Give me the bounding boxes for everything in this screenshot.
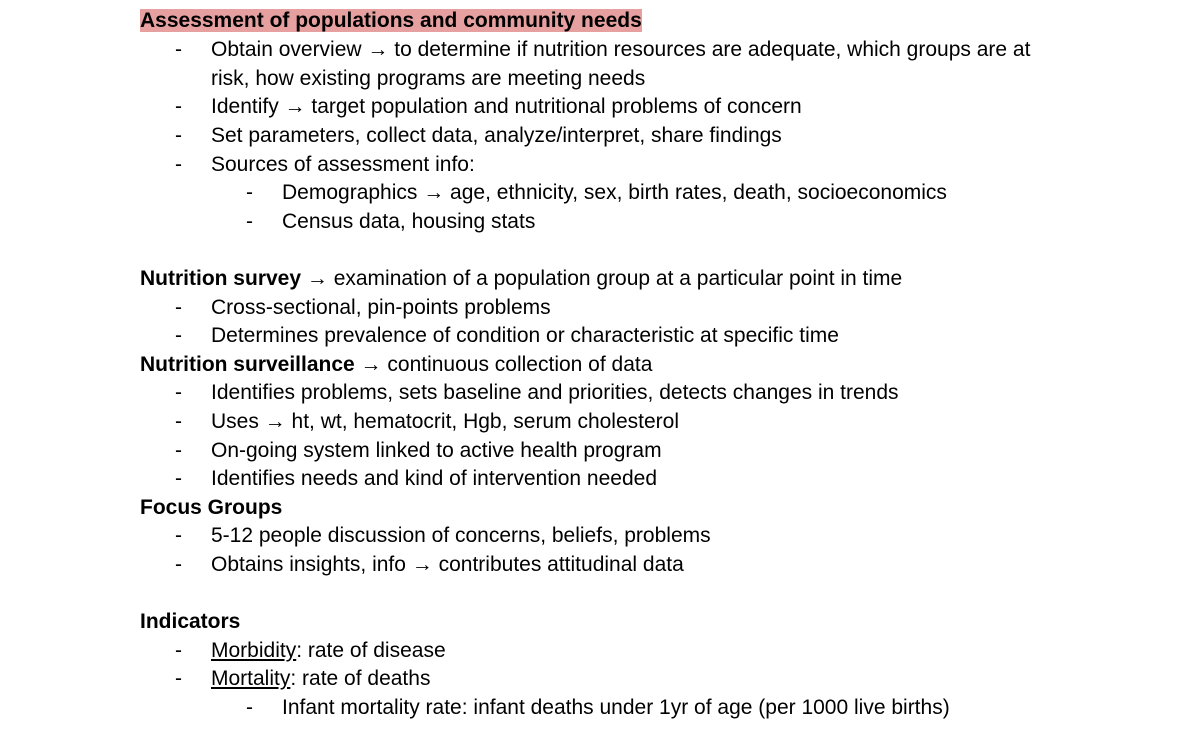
- assessment-item-3: Set parameters, collect data, analyze/interpret, share findings: [211, 124, 782, 147]
- assessment-item-4: Sources of assessment info:: [211, 153, 475, 176]
- bullet-dash: -: [175, 467, 182, 490]
- bullet-dash: -: [175, 324, 182, 347]
- surveillance-item-4: Identifies needs and kind of intervention needed: [211, 467, 657, 490]
- focus-groups-heading: Focus Groups: [140, 496, 283, 519]
- bullet-dash: -: [175, 381, 182, 404]
- surveillance-line: [140, 351, 652, 379]
- survey-item-2: Determines prevalence of condition or characteristic at specific time: [211, 324, 839, 347]
- morbidity-item: [211, 637, 446, 665]
- bullet-dash: -: [175, 524, 182, 547]
- assessment-item-1-cont: risk, how existing programs are meeting needs: [211, 67, 646, 90]
- indicators-heading: Indicators: [140, 610, 241, 633]
- survey-term: Nutrition survey: [140, 267, 302, 290]
- assessment-item-2: Identify → target population and nutritional problems of concern: [211, 95, 802, 118]
- assessment-subitem-1: Demographics → age, ethnicity, sex, birth rates, death, socioeconomics: [282, 181, 947, 204]
- morbidity-definition: : rate of disease: [296, 639, 446, 662]
- bullet-dash: -: [175, 410, 182, 433]
- bullet-dash: -: [175, 124, 182, 147]
- bullet-dash: -: [175, 95, 182, 118]
- bullet-dash: -: [175, 153, 182, 176]
- sub-bullet-dash: -: [246, 210, 253, 233]
- mortality-term: Mortality: [211, 667, 291, 690]
- assessment-subitem-2: Census data, housing stats: [282, 210, 536, 233]
- surveillance-item-1: Identifies problems, sets baseline and priorities, detects changes in trends: [211, 381, 899, 404]
- assessment-heading: Assessment of populations and community needs: [140, 9, 642, 32]
- surveillance-item-2: Uses → ht, wt, hematocrit, Hgb, serum cholesterol: [211, 410, 679, 433]
- assessment-item-1: Obtain overview → to determine if nutrition resources are adequate, which groups are at: [211, 38, 1031, 61]
- surveillance-definition: → continuous collection of data: [354, 353, 653, 376]
- infant-mortality-item: Infant mortality rate: infant deaths under 1yr of age (per 1000 live births): [282, 696, 950, 719]
- survey-item-1: Cross-sectional, pin-points problems: [211, 296, 551, 319]
- sub-bullet-dash: -: [246, 181, 253, 204]
- surveillance-item-3: On-going system linked to active health program: [211, 439, 662, 462]
- survey-definition: → examination of a population group at a particular point in time: [301, 267, 903, 290]
- focus-item-2: Obtains insights, info → contributes attitudinal data: [211, 553, 684, 576]
- bullet-dash: -: [175, 296, 182, 319]
- bullet-dash: -: [175, 439, 182, 462]
- surveillance-term: Nutrition surveillance: [140, 353, 355, 376]
- bullet-dash: -: [175, 667, 182, 690]
- bullet-dash: -: [175, 639, 182, 662]
- focus-item-1: 5-12 people discussion of concerns, beliefs, problems: [211, 524, 711, 547]
- bullet-dash: -: [175, 38, 182, 61]
- survey-line: [140, 265, 902, 293]
- mortality-definition: : rate of deaths: [290, 667, 431, 690]
- sub-bullet-dash: -: [246, 696, 253, 719]
- bullet-dash: -: [175, 553, 182, 576]
- morbidity-term: Morbidity: [211, 639, 297, 662]
- mortality-item: [211, 665, 430, 693]
